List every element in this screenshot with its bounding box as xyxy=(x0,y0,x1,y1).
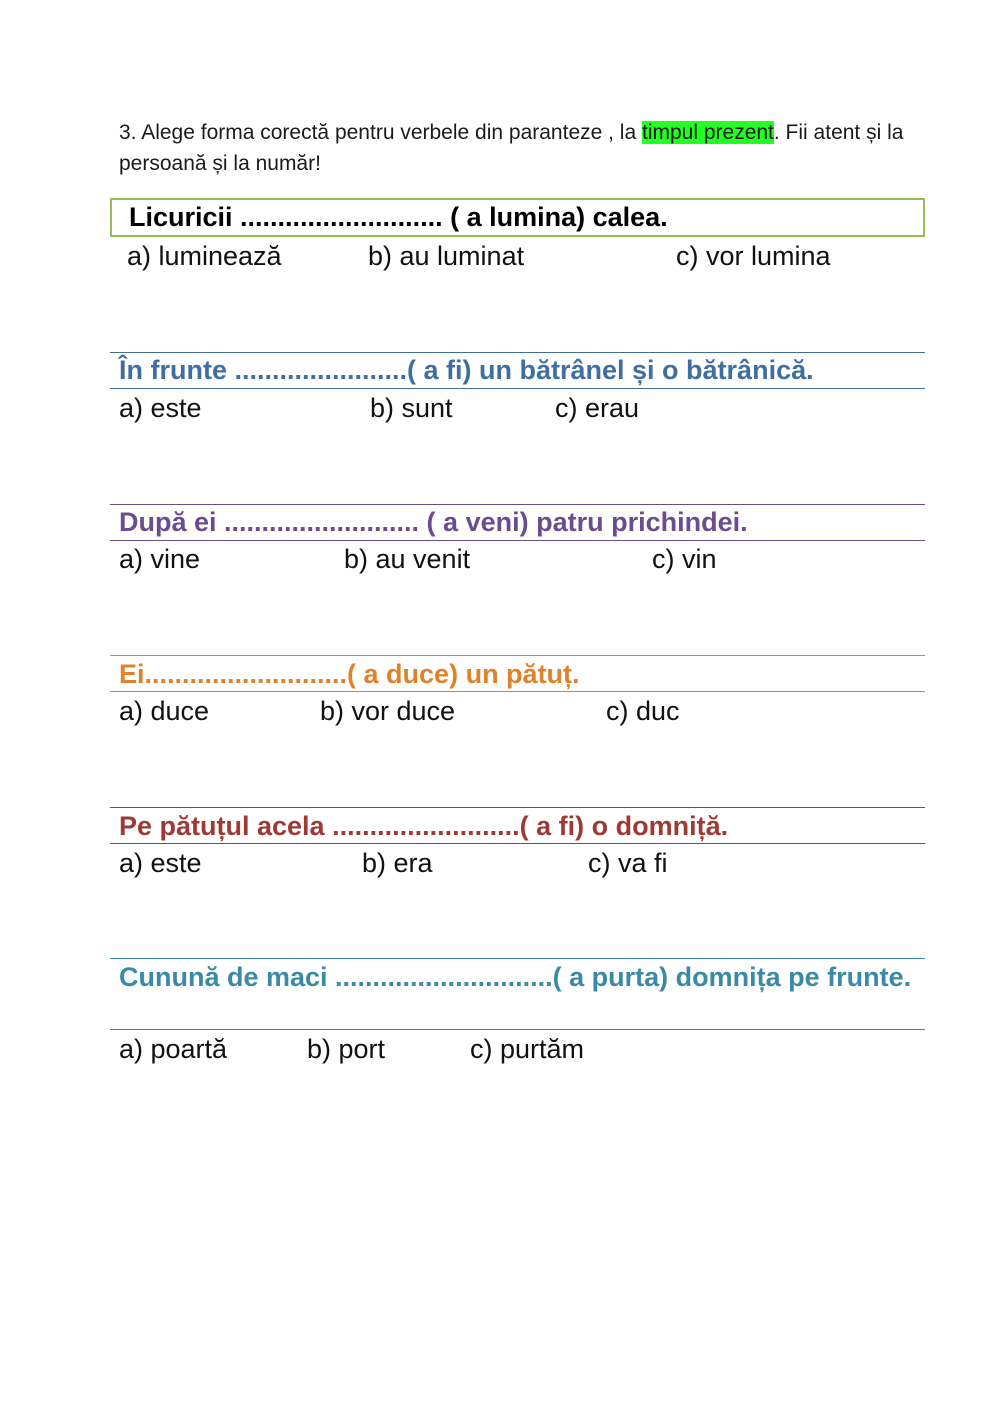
question-2-option-b[interactable]: b) sunt xyxy=(370,393,453,423)
question-3-sentence: După ei .......................... ( a veni) patru prichindei. xyxy=(119,507,748,537)
question-6-option-b[interactable]: b) port xyxy=(307,1034,386,1064)
instruction-part-2: . Fii atent și la persoană și la număr! xyxy=(119,121,904,175)
question-6-option-a[interactable]: a) poartă xyxy=(119,1034,228,1064)
question-6-bottom-line xyxy=(110,1029,925,1030)
question-5-bottom-line xyxy=(110,843,925,844)
question-2-sentence: În frunte .......................( a fi) un bătrânel și o bătrânică. xyxy=(119,355,814,385)
instruction-text xyxy=(119,117,919,179)
instruction-highlight: timpul prezent xyxy=(641,121,774,144)
question-5-option-b[interactable]: b) era xyxy=(362,848,433,878)
question-6-sentence: Cunună de maci .............................( a purta) domnița pe frunte. xyxy=(119,962,912,992)
question-5-option-a[interactable]: a) este xyxy=(119,848,202,878)
question-3-option-a[interactable]: a) vine xyxy=(119,544,201,574)
question-2-option-c[interactable]: c) erau xyxy=(555,393,640,423)
question-3-bottom-line xyxy=(110,540,925,541)
question-5-top-line xyxy=(110,807,925,808)
question-4-top-line xyxy=(110,655,925,656)
question-3-option-c[interactable]: c) vin xyxy=(652,544,717,574)
question-1-option-b[interactable]: b) au luminat xyxy=(368,241,525,271)
question-2-option-a[interactable]: a) este xyxy=(119,393,202,423)
question-1-option-c[interactable]: c) vor lumina xyxy=(676,241,831,271)
question-5-sentence: Pe pătuțul acela .........................( a fi) o domniță. xyxy=(119,811,729,841)
question-4-option-c[interactable]: c) duc xyxy=(606,696,680,726)
question-4-option-a[interactable]: a) duce xyxy=(119,696,210,726)
question-1-sentence: Licuricii ........................... ( a lumina) calea. xyxy=(129,202,668,232)
question-6-top-line xyxy=(110,958,925,959)
question-1-box xyxy=(110,198,925,237)
question-1-option-a[interactable]: a) luminează xyxy=(127,241,282,271)
question-4-sentence: Ei...........................( a duce) un pătuț. xyxy=(119,659,580,689)
question-2-bottom-line xyxy=(110,388,925,389)
question-4-option-b[interactable]: b) vor duce xyxy=(320,696,456,726)
question-5-option-c[interactable]: c) va fi xyxy=(588,848,668,878)
question-4-bottom-line xyxy=(110,691,925,692)
question-6-option-c[interactable]: c) purtăm xyxy=(470,1034,585,1064)
question-3-option-b[interactable]: b) au venit xyxy=(344,544,471,574)
instruction-part-1: 3. Alege forma corectă pentru verbele din paranteze , la xyxy=(119,121,642,144)
